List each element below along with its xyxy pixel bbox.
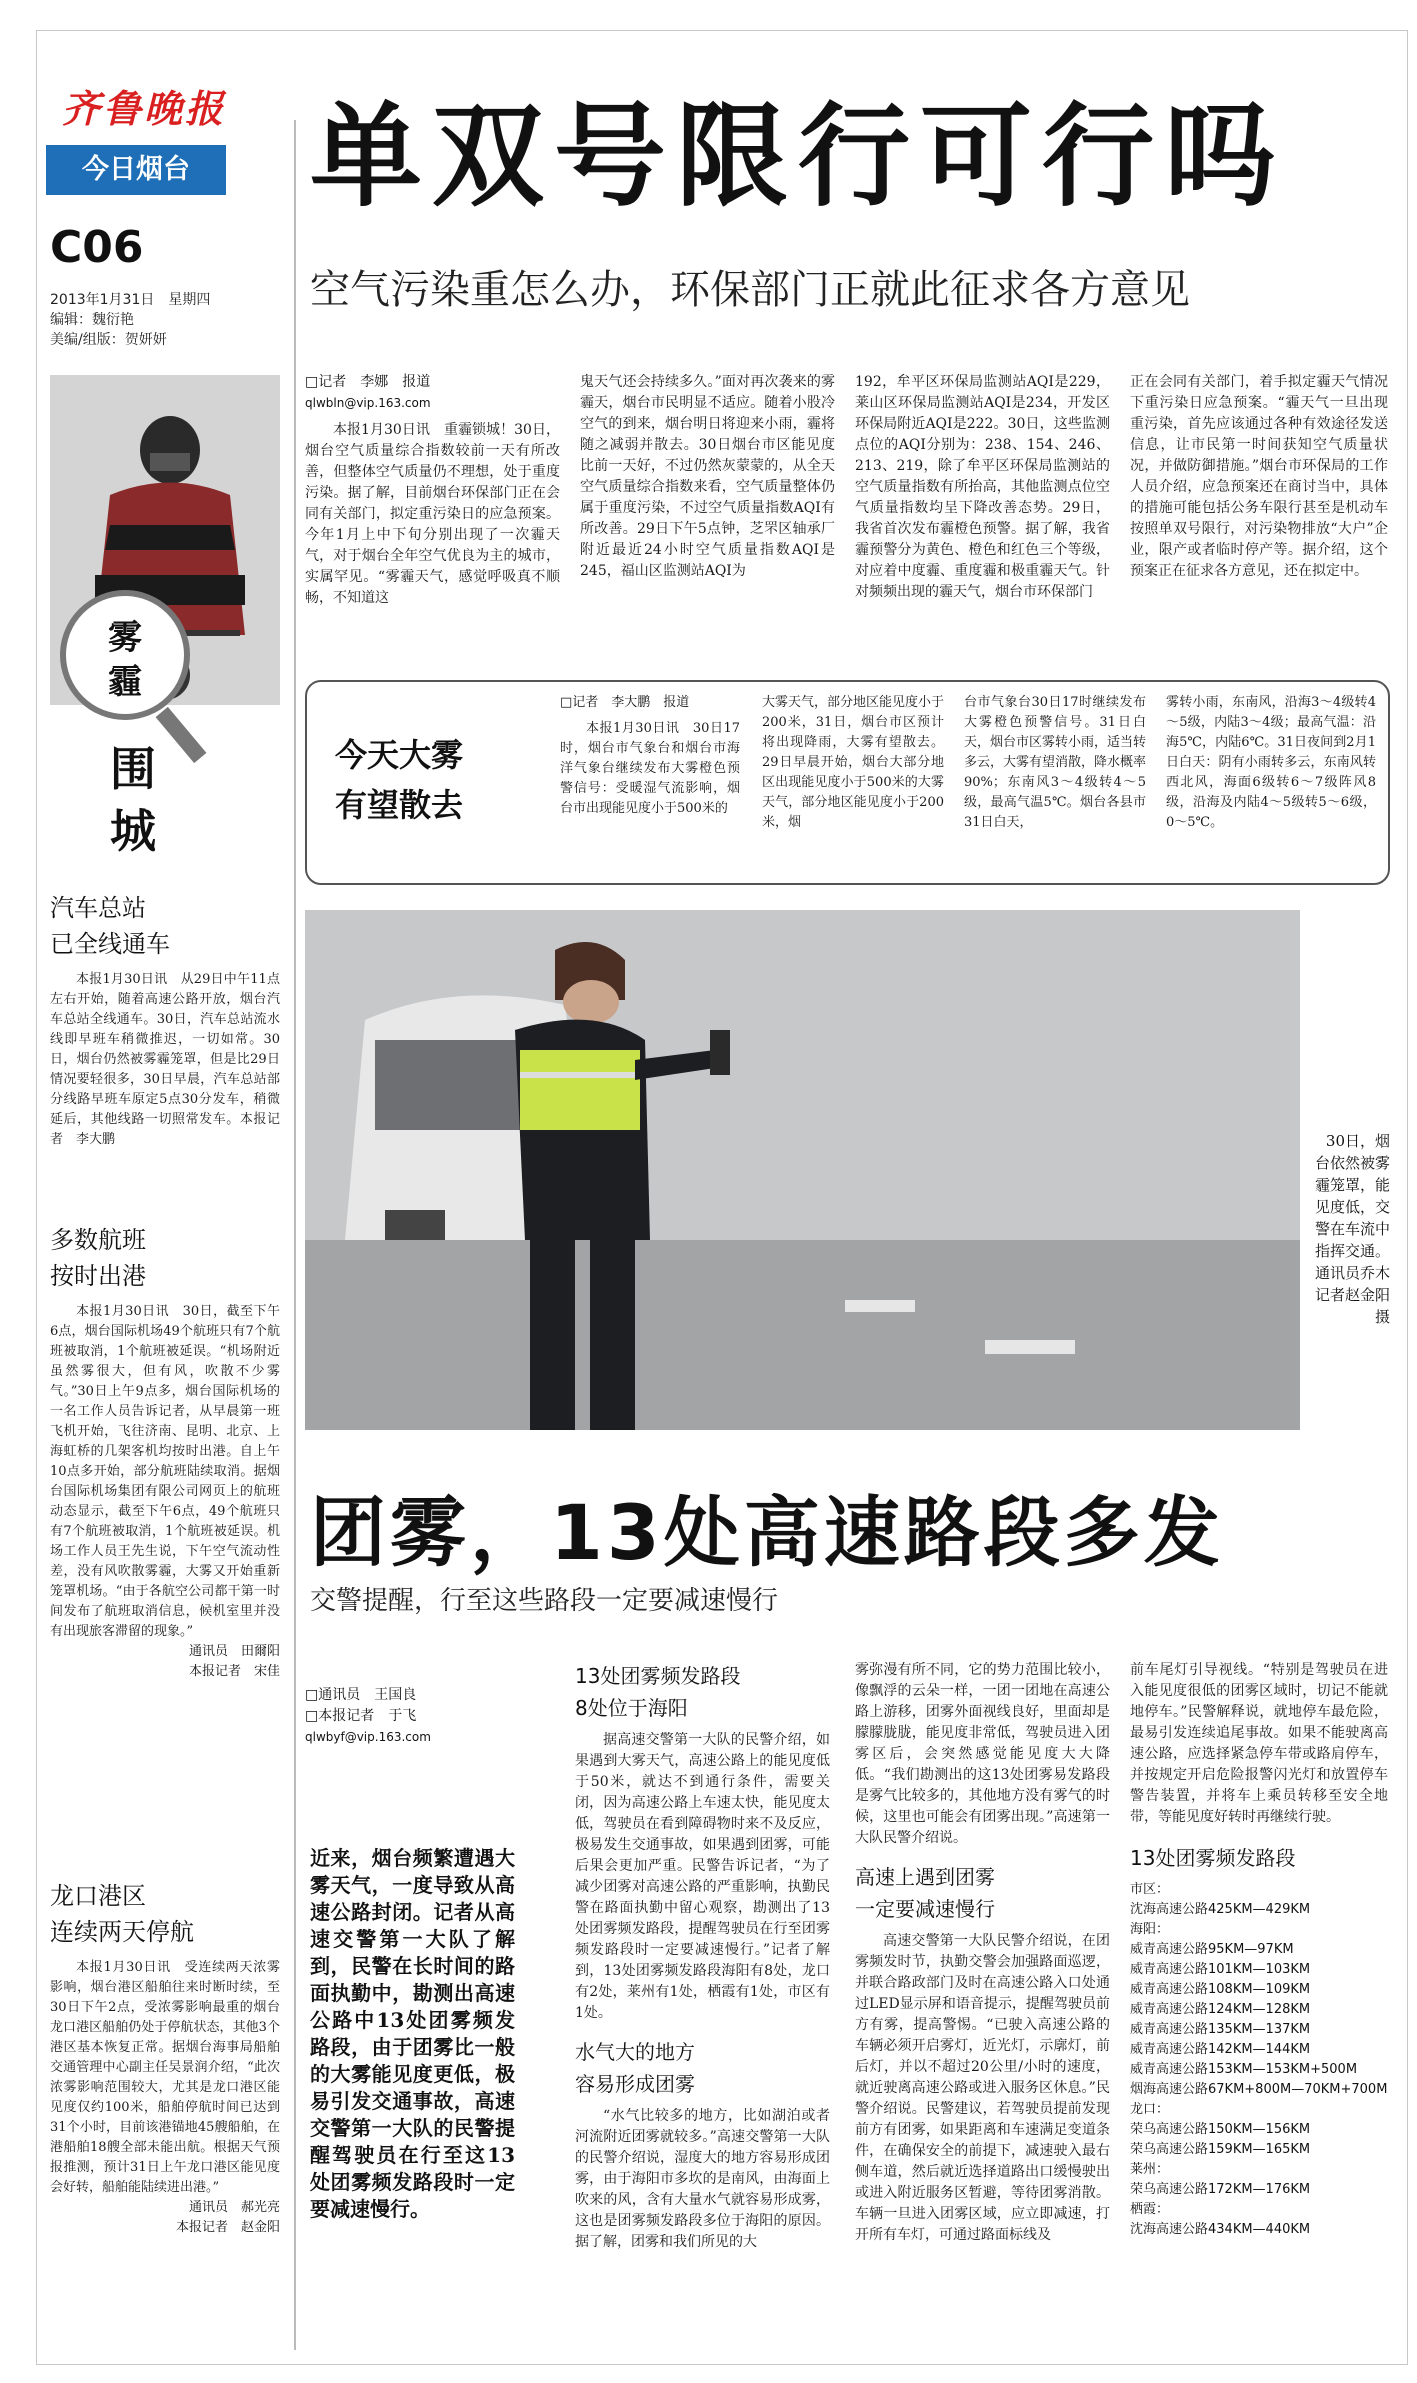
- story-text: “水气比较多的地方，比如湖泊或者河流附近团雾就较多。”高速交警第一大队的民警介绍说，湿度大的地方容易形成团雾，由于海阳市多坎的是南风，由海面上吹来的风，含有大量水气就容易形成雾，这也是团雾频发路段多位于海阳的原因。据了解，团雾和我们所见的大: [575, 2108, 830, 2250]
- badge-char-2: 霾: [108, 662, 142, 702]
- route-item: 烟海高速公路67KM+800M—70KM+700M: [1130, 2082, 1388, 2097]
- vertical-title-1: 围: [110, 742, 156, 796]
- reporter-byline: □本报记者 于飞: [305, 1708, 417, 1724]
- editor-credit: 编辑：魏衍艳: [50, 312, 134, 328]
- side-story-sign: 通讯员 田爾阳: [188, 1644, 280, 1659]
- side-story-sign: 通讯员 郝光亮: [188, 2200, 280, 2215]
- badge-char-1: 雾: [108, 618, 142, 658]
- second-headline: 团雾，13处高速路段多发: [310, 1488, 1224, 1577]
- top-col-3: 192，牟平区环保局监测站AQI是229，莱山区环保局监测站AQI是234，开发区环保局附近AQI是222。30日，这些监测点位的AQI分别为：238、154、246、213、219，除了牟平区环保局监测站的空气质量指数有所抬高，其他监测点位空气质量指数均呈下降改善态势。29日，我省首次发布霾橙色预警。据了解，我省霾预警分为黄色、橙色和红色三个等级，对应着中度霾、重度霾和极重霾天气。针对频频出现的霾天气，烟台市环保部门: [855, 374, 1110, 600]
- subsection-heading: 高速上遇到团雾: [855, 1865, 995, 1889]
- route-item: 荣乌高速公路150KM—156KM: [1130, 2122, 1311, 2137]
- page-number: C06: [50, 222, 144, 273]
- second-subhead: 交警提醒，行至这些路段一定要减速慢行: [310, 1586, 779, 1616]
- route-item: 市区：: [1130, 1882, 1170, 1897]
- reporter-email: qlwbln@vip.163.com: [305, 396, 431, 410]
- side-story-body: 本报1月30日讯 受连续两天浓雾影响，烟台港区船舶往来时断时续，至30日下午2点，受浓雾影响最重的烟台龙口港区船舶仍处于停航状态，其他3个港区基本恢复正常。据烟台海事局船舶交通管理中心副主任吴景润介绍，“此次浓雾影响范围较大，尤其是龙口港区能见度仅约100米，船舶停航时间已达到31个小时，目前该港锚地45艘船舶，在港船舶18艘全部未能出航。根据天气预报推测，预计31日上午龙口港区能见度会好转，船舶能陆续进出港。”: [50, 1960, 280, 2195]
- reporter-byline: □记者 李娜 报道: [305, 374, 431, 390]
- route-item: 威青高速公路153KM—153KM+500M: [1130, 2062, 1358, 2077]
- main-subhead: 空气污染重怎么办，环保部门正就此征求各方意见: [310, 267, 1190, 313]
- fog-title-line: 有望散去: [335, 786, 464, 824]
- column-divider: [294, 120, 296, 2350]
- top-col-4: 正在会同有关部门，着手拟定霾天气情况下重污染日应急预案。“霾天气一旦出现重污染，首先应该通过各种有效途径发送信息，让市民第一时间获知空气质量状况，并做防御措施。”烟台市环保局的工作人员介绍，应急预案还在商讨当中，具体的措施可能包括公务车限行甚至是机动车按照单双号限行，对污染物排放“大户”企业，限产或者临时停产等。据介绍，这个预案正在征求各方意见，还在拟定中。: [1130, 374, 1388, 579]
- subsection-heading: 容易形成团雾: [575, 2072, 695, 2096]
- side-story-bus: [50, 890, 280, 1150]
- bottom-col-2: [575, 1660, 830, 2253]
- route-list: [1130, 1880, 1388, 2240]
- side-story-sign: 本报记者 宋佳: [188, 1664, 280, 1679]
- route-item: 威青高速公路101KM—103KM: [1130, 1962, 1311, 1977]
- route-item: 威青高速公路95KM—97KM: [1130, 1942, 1294, 1957]
- issue-date: 2013年1月31日 星期四: [50, 292, 211, 308]
- top-col-2: 鬼天气还会持续多久。”面对再次袭来的雾霾天，烟台市民明显不适应。随着小股冷空气的到来，烟台明日将迎来小雨，霾将随之减弱并散去。30日烟台市区能见度比前一天好，不过仍然灰蒙蒙的，从全天空气质量综合指数来看，空气质量整体仍属于重度污染，不过空气质量指数AQI有所改善。29日下午5点钟，芝罘区轴承厂附近最近24小时空气质量指数AQI是245，福山区监测站AQI为: [580, 374, 835, 579]
- fog-box-title: [335, 730, 535, 830]
- route-item: 海阳：: [1130, 1922, 1170, 1937]
- side-story-body: 本报1月30日讯 从29日中午11点左右开始，随着高速公路开放，烟台汽车总站全线通车。30日，汽车总站流水线即早班车稍微推迟，一切如常。30日，烟台仍然被雾霾笼罩，但是比29日情况要轻很多，30日早晨，汽车总站部分线路早班车原定5点30分发车，稍微延后，其他线路一切照常发车。本报记者 李大鹏: [50, 972, 280, 1147]
- magnifier-badge: [60, 590, 190, 720]
- route-item: 荣乌高速公路172KM—176KM: [1130, 2182, 1311, 2197]
- bottom-col-3: [855, 1660, 1110, 2246]
- route-item: 荣乌高速公路159KM—165KM: [1130, 2142, 1311, 2157]
- police-illustration: [305, 910, 1300, 1430]
- side-story-title: 多数航班: [50, 1226, 146, 1254]
- route-item: 威青高速公路142KM—144KM: [1130, 2042, 1311, 2057]
- masthead-meta: [50, 290, 285, 350]
- side-story-title: 汽车总站: [50, 894, 146, 922]
- bottom-col-4: [1130, 1660, 1388, 2240]
- correspondent-byline: □通讯员 王国良: [305, 1687, 417, 1703]
- fog-col-2: 大雾天气，部分地区能见度小于200米，31日，烟台市区预计将出现降雨，大雾有望散去。29日早晨开始，烟台大部分地区出现能见度小于500米的大雾天气，部分地区能见度小于200米，烟: [762, 695, 945, 830]
- story-text: 高速交警第一大队民警介绍说，在团雾频发时节，执勤交警会加强路面巡逻，并联合路政部门及时在高速公路入口处通过LED显示屏和语音提示，提醒驾驶员前方有雾，提高警惕。“已驶入高速公路的车辆必须开启雾灯，近光灯，示廓灯，前后灯，并以不超过20公里/小时的速度，就近驶离高速公路或进入服务区休息。”民警介绍说。民警建议，若驾驶员提前发现前方有团雾，如果距离和车速满足变道条件，在确保安全的前提下，减速驶入最右侧车道，然后就近选择道路出口缓慢驶出或进入附近服务区暂避，等待团雾消散。车辆一旦进入团雾区域，应立即减速，打开所有车灯，可通过路面标线及: [855, 1933, 1110, 2243]
- side-story-title: 按时出港: [50, 1262, 146, 1290]
- route-item: 沈海高速公路434KM—440KM: [1130, 2222, 1311, 2237]
- subsection-heading: 8处位于海阳: [575, 1696, 688, 1720]
- fog-title-line: 今天大雾: [335, 736, 464, 774]
- subsection-heading: 13处团雾频发路段: [1130, 1846, 1296, 1870]
- main-headline: 单双号限行可行吗: [310, 92, 1286, 222]
- route-item: 沈海高速公路425KM—429KM: [1130, 1902, 1311, 1917]
- story-text: 雾弥漫有所不同，它的势力范围比较小，像飘浮的云朵一样，一团一团地在高速公路上游移，团雾外面视线良好，里面却是朦朦胧胧，能见度非常低，驾驶员进入团雾区后，会突然感觉能见度大大降低。“我们勘测出的这13处团雾易发路段是雾气比较多的，其他地方没有雾气的时候，这里也可能会有团雾出现。”高速第一大队民警介绍说。: [855, 1662, 1110, 1846]
- subsection-heading: 一定要减速慢行: [855, 1897, 995, 1921]
- side-story-port: [50, 1878, 280, 2238]
- route-item: 龙口：: [1130, 2102, 1170, 2117]
- bottom-byline-block: [305, 1685, 535, 1748]
- reporter-email: qlwbyf@vip.163.com: [305, 1730, 431, 1744]
- lead-paragraph: 近来，烟台频繁遭遇大雾天气，一度导致从高速公路封闭。记者从高速交警第一大队了解到，民警在长时间的路面执勤中，勘测出高速公路中13处团雾频发路段，由于团雾比一般的大雾能见度更低，极易引发交通事故，高速交警第一大队的民警提醒驾驶员在行至这13处团雾频发路段时一定要减速慢行。: [310, 1846, 515, 2221]
- route-item: 威青高速公路135KM—137KM: [1130, 2022, 1311, 2037]
- fog-col-4: 雾转小雨，东南风，沿海3～4级转4～5级，内陆3～4级；最高气温：沿海5℃，内陆6℃。31日夜间到2月1日白天：阴有小雨转多云，东南风转西北风，海面6级转6～7级阵风8级，沿海及内陆4～5级转5～6级，0～5℃。: [1166, 695, 1376, 830]
- fog-byline: □记者 李大鹏 报道: [560, 695, 690, 710]
- route-item: 莱州：: [1130, 2162, 1170, 2177]
- fog-text: 本报1月30日讯 30日17时，烟台市气象台和烟台市海洋气象台继续发布大雾橙色预警信号：受暖湿气流影响，烟台市出现能见度小于500米的: [560, 721, 740, 816]
- side-story-title: 已全线通车: [50, 930, 170, 958]
- story-text: 前车尾灯引导视线。“特别是驾驶员在进入能见度很低的团雾区域时，切记不能就地停车。”民警解释说，就地停车最危险，最易引发连续追尾事故。如果不能驶离高速公路，应选择紧急停车带或路肩停车，并按规定开启危险报警闪光灯和放置停车警告装置，并将车上乘员转移至安全地带，等能见度好转时再继续行驶。: [1130, 1662, 1388, 1825]
- designer-credit: 美编/组版：贺妍妍: [50, 332, 167, 348]
- route-item: 威青高速公路124KM—128KM: [1130, 2002, 1311, 2017]
- side-story-sign: 本报记者 赵金阳: [175, 2220, 280, 2235]
- story-text: 本报1月30日讯 重霾锁城！30日，烟台空气质量综合指数较前一天有所改善，但整体空气质量仍不理想，处于重度污染。据了解，目前烟台环保部门正在会同有关部门，拟定重污染日的应急预案。今年1月上中下旬分别出现了一次霾天气，对于烟台全年空气优良为主的城市，实属罕见。“雾霾天气，感觉呼吸真不顺畅，不知道这: [305, 422, 560, 606]
- subsection-heading: 13处团雾频发路段: [575, 1664, 741, 1688]
- story-text: 据高速交警第一大队的民警介绍，如果遇到大雾天气，高速公路上的能见度低于50米，就达不到通行条件，需要关闭，因为高速公路上车速太快，能见度太低，驾驶员在看到障碍物时来不及反应，极易发生交通事故，如果遇到团雾，可能后果会更加严重。民警告诉记者，“为了减少团雾对高速公路的严重影响，执勤民警在路面执勤中留心观察，勘测出了13处团雾频发路段，提醒驾驶员在行至团雾频发路段时一定要减速慢行。”记者了解到，13处团雾频发路段海阳有8处，龙口有2处，莱州有1处，栖霞有1处，市区有1处。: [575, 1732, 830, 2021]
- fog-col-1: [560, 693, 740, 819]
- newspaper-logo: 齐鲁晚报: [62, 86, 227, 131]
- subsection-heading: 水气大的地方: [575, 2040, 695, 2064]
- fog-col-3: 台市气象台30日17时继续发布大雾橙色预警信号。31日白天，烟台市区雾转小雨，适当转多云，大雾有望消散，降水概率90%；东南风3～4级转4～5级，最高气温5℃。烟台各县市31日白天，: [964, 695, 1147, 830]
- vertical-title-2: 城: [110, 804, 156, 858]
- route-item: 威青高速公路108KM—109KM: [1130, 1982, 1311, 1997]
- side-story-body: 本报1月30日讯 30日，截至下午6点，烟台国际机场49个航班只有7个航班被取消，1个航班被延误。“机场附近虽然雾很大，但有风，吹散不少雾气。”30日上午9点多，烟台国际机场的一名工作人员告诉记者，从早晨第一班飞机开始，飞往济南、昆明、北京、上海虹桥的几架客机均按时出港。自上午10点多开始，部分航班陆续取消。据烟台国际机场集团有限公司网页上的航班动态显示，截至下午6点，49个航班只有7个航班被取消，1个航班被延误。机场工作人员王先生说，下午空气流动性差，没有风吹散雾霾，大雾又开始重新笼罩机场。“由于各航空公司都干第一时间发布了航班取消信息，候机室里并没有出现旅客滞留的现象。”: [50, 1304, 280, 1639]
- section-tab: 今日烟台: [46, 145, 226, 195]
- photo-caption: 30日，烟台依然被雾霾笼罩，能见度低，交警在车流中指挥交通。通讯员乔木 记者赵金阳 摄: [1315, 1132, 1406, 1326]
- side-story-title: 连续两天停航: [50, 1918, 194, 1946]
- side-story-airport: [50, 1222, 280, 1682]
- route-item: 栖霞：: [1130, 2202, 1170, 2217]
- side-story-title: 龙口港区: [50, 1882, 146, 1910]
- traffic-police-photo: [305, 910, 1300, 1430]
- top-col-1: [305, 372, 560, 609]
